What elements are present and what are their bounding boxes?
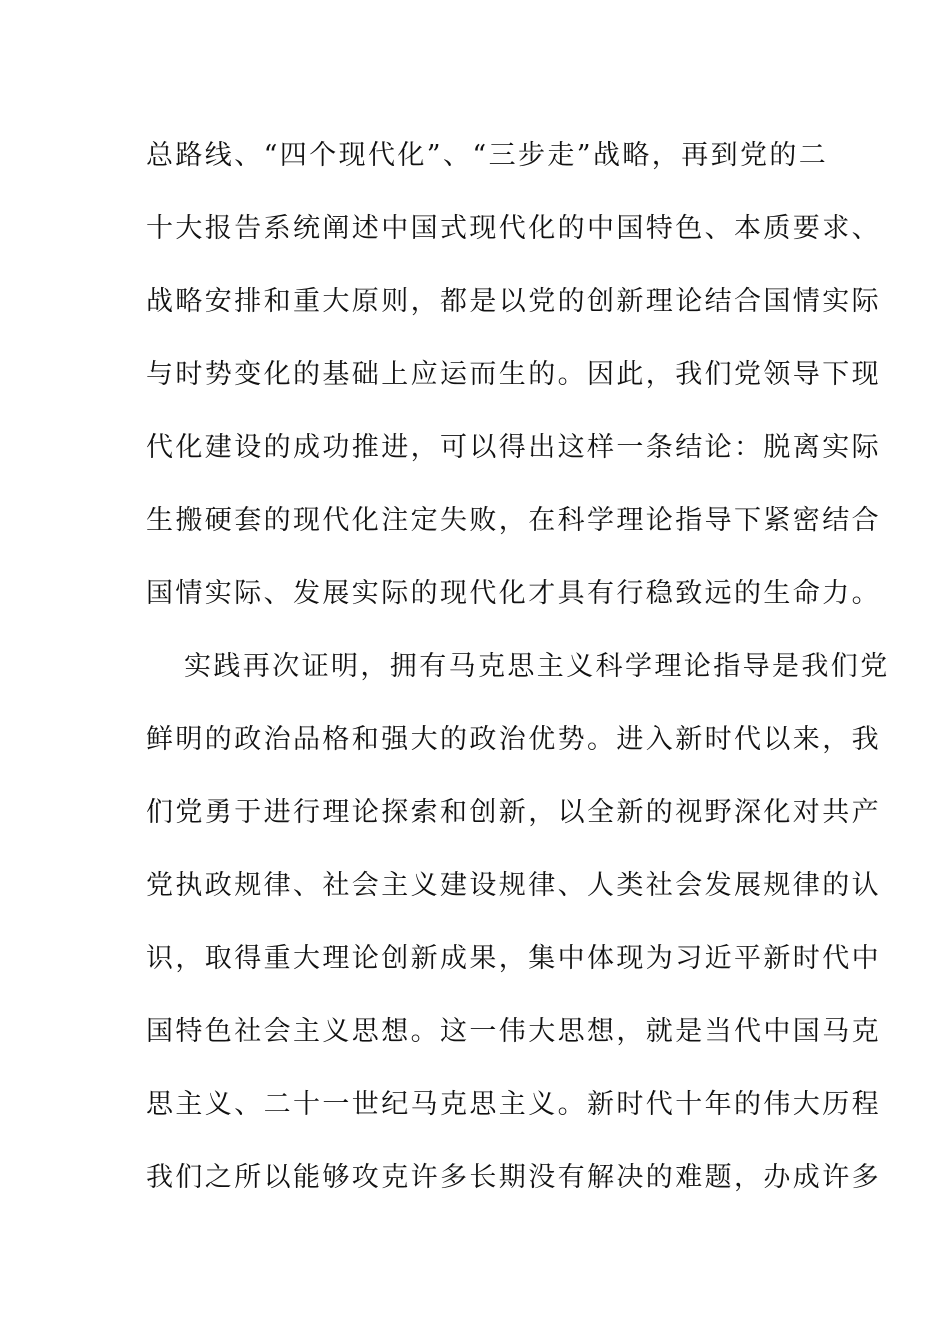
text-line-2: 十大报告系统阐述中国式现代化的中国特色、本质要求、	[146, 213, 881, 244]
text-line-5: 代化建设的成功推进，可以得出这样一条结论：脱离实际	[146, 432, 881, 463]
text-line-7: 国情实际、发展实际的现代化才具有行稳致远的生命力。	[146, 578, 881, 609]
text-line-11: 党执政规律、社会主义建设规律、人类社会发展规律的认	[146, 870, 881, 901]
text-line-3: 战略安排和重大原则，都是以党的创新理论结合国情实际	[146, 286, 881, 317]
text-line-6: 生搬硬套的现代化注定失败，在科学理论指导下紧密结合	[146, 505, 881, 536]
text-line-8-paragraph-start: 实践再次证明，拥有马克思主义科学理论指导是我们党	[184, 651, 890, 682]
text-line-13: 国特色社会主义思想。这一伟大思想，就是当代中国马克	[146, 1016, 881, 1047]
text-line-4: 与时势变化的基础上应运而生的。因此，我们党领导下现	[146, 359, 881, 390]
text-line-15: 我们之所以能够攻克许多长期没有解决的难题，办成许多	[146, 1162, 881, 1193]
text-line-9: 鲜明的政治品格和强大的政治优势。进入新时代以来，我	[146, 724, 881, 755]
text-line-10: 们党勇于进行理论探索和创新，以全新的视野深化对共产	[146, 797, 881, 828]
text-line-1: 总路线、“四个现代化”、“三步走”战略，再到党的二	[146, 140, 829, 171]
text-line-14: 思主义、二十一世纪马克思主义。新时代十年的伟大历程	[146, 1089, 881, 1120]
text-line-12: 识，取得重大理论创新成果，集中体现为习近平新时代中	[146, 943, 881, 974]
